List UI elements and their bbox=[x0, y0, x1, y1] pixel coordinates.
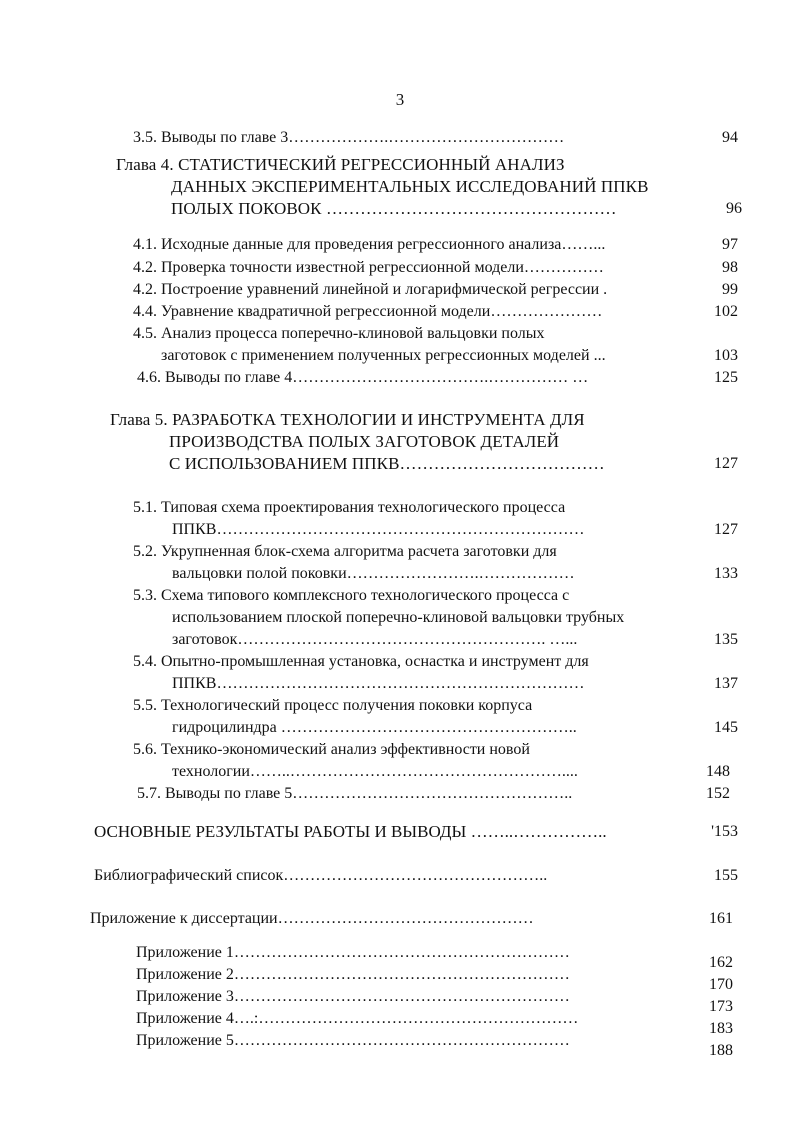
toc-entry-5-6-line: технологии……..…………………………………………….... bbox=[172, 763, 578, 780]
toc-entry-page: 148 bbox=[706, 763, 730, 780]
toc-entry-appendix-5 bbox=[136, 1030, 570, 1052]
toc-entry-label: 4.2. Проверка точности известной регрессионной модели…………… bbox=[133, 259, 604, 276]
toc-entry-label: 4.4. Уравнение квадратичной регрессионной модели………………… bbox=[133, 303, 603, 320]
toc-entry-appendix bbox=[90, 908, 534, 930]
toc-entry-label: 3.5. Выводы по главе 3……………….…………………………… bbox=[133, 129, 565, 146]
toc-entry-page: 161 bbox=[709, 910, 733, 927]
toc-entry-appendix-3 bbox=[136, 986, 570, 1008]
toc-entry-label: 4.2. Построение уравнений линейной и логарифмической регрессии . bbox=[133, 281, 608, 298]
toc-entry-4-6 bbox=[137, 367, 588, 389]
toc-entry-5-3-line: 5.3. Схема типового комплексного технологического процесса с bbox=[133, 587, 570, 604]
toc-entry-4-2a bbox=[133, 257, 604, 279]
toc-entry-label: Приложение 1……………………………………………………… bbox=[136, 944, 570, 961]
toc-entry-5-4-line: 5.4. Опытно-промышленная установка, оснастка и инструмент для bbox=[133, 653, 589, 670]
toc-entry-page: 125 bbox=[714, 369, 738, 386]
toc-entry-page: 152 bbox=[706, 785, 730, 802]
toc-entry-label: Приложение 4….:…………………………………………………… bbox=[136, 1010, 579, 1027]
toc-entry-page: 103 bbox=[714, 347, 738, 364]
toc-entry-page: 183 bbox=[709, 1020, 733, 1037]
chapter-title-line: СТАТИСТИЧЕСКИЙ РЕГРЕССИОННЫЙ АНАЛИЗ bbox=[178, 155, 565, 174]
toc-entry-page: 145 bbox=[714, 719, 738, 736]
toc-entry-5-5-line: 5.5. Технологический процесс получения поковки корпуса bbox=[133, 697, 533, 714]
toc-entry-5-6-line: 5.6. Технико-экономический анализ эффективности новой bbox=[133, 741, 530, 758]
toc-entry-page: '153 bbox=[711, 823, 738, 840]
toc-entry-4-5-line: заготовок с применением полученных регрессионных моделей ... bbox=[161, 347, 606, 364]
toc-entry-label: 5.7. Выводы по главе 5…………………………………………….. bbox=[137, 785, 573, 802]
toc-entry-5-3-line: использованием плоской поперечно-клиновой вальцовки трубных bbox=[172, 609, 625, 626]
toc-entry-label: 4.1. Исходные данные для проведения регрессионного анализа……... bbox=[133, 236, 606, 253]
toc-entry-appendix-1 bbox=[136, 942, 570, 964]
toc-entry-page: 96 bbox=[726, 200, 742, 217]
toc-entry-4-4 bbox=[133, 301, 602, 323]
toc-entry-5-2-line: 5.2. Укрупненная блок-схема алгоритма расчета заготовки для bbox=[133, 543, 557, 560]
toc-entry-5-1-line: 5.1. Типовая схема проектирования технологического процесса bbox=[133, 499, 566, 516]
chapter-title-line: ПРОИЗВОДСТВА ПОЛЫХ ЗАГОТОВОК ДЕТАЛЕЙ bbox=[169, 432, 560, 451]
toc-entry-bibliography bbox=[94, 865, 547, 887]
toc-entry-page: 170 bbox=[709, 976, 733, 993]
toc-entry-page: 102 bbox=[714, 303, 738, 320]
toc-entry-appendix-2 bbox=[136, 964, 570, 986]
toc-entry-page: 127 bbox=[714, 521, 738, 538]
toc-entry-5-1-line: ППКВ…………………………………………………………… bbox=[172, 521, 585, 538]
toc-entry-label: Приложение к диссертации………………………………………… bbox=[90, 910, 534, 927]
toc-entry-4-5-line: 4.5. Анализ процесса поперечно-клиновой вальцовки полых bbox=[133, 325, 545, 342]
chapter-prefix: Глава 4. bbox=[116, 155, 179, 174]
chapter-title-line: ДАННЫХ ЭКСПЕРИМЕНТАЛЬНЫХ ИССЛЕДОВАНИЙ ППКВ bbox=[171, 177, 649, 196]
toc-entry-page: 135 bbox=[714, 631, 738, 648]
chapter-prefix: Глава 5. bbox=[110, 410, 173, 429]
toc-entry-5-5-line: гидроцилиндра ……………………………………………….. bbox=[172, 719, 577, 736]
chapter-title-line: ПОЛЫХ ПОКОВОК …………………………………………… bbox=[171, 199, 617, 218]
toc-entry-label: 4.6. Выводы по главе 4……………………………….…………… … bbox=[137, 369, 589, 386]
toc-entry-page: 133 bbox=[714, 565, 738, 582]
toc-entry-4-1 bbox=[133, 234, 605, 256]
toc-entry-label: ОСНОВНЫЕ РЕЗУЛЬТАТЫ РАБОТЫ И ВЫВОДЫ ……..…………….. bbox=[94, 822, 607, 841]
toc-entry-page: 173 bbox=[709, 998, 733, 1015]
toc-entry-page: 127 bbox=[714, 455, 738, 472]
toc-entry-5-4-line: ППКВ…………………………………………………………… bbox=[172, 675, 585, 692]
toc-entry-page: 188 bbox=[709, 1042, 733, 1059]
toc-entry-label: Приложение 2……………………………………………………… bbox=[136, 966, 570, 983]
toc-entry-page: 162 bbox=[709, 954, 733, 971]
chapter-5-heading bbox=[110, 409, 585, 431]
chapter-title-line: РАЗРАБОТКА ТЕХНОЛОГИИ И ИНСТРУМЕНТА ДЛЯ bbox=[172, 410, 585, 429]
toc-entry-page: 137 bbox=[714, 675, 738, 692]
toc-entry-5-3-line: заготовок…………………………………………………. …... bbox=[172, 631, 578, 648]
toc-entry-conclusions bbox=[94, 821, 607, 843]
toc-entry-5-2-line: вальцовки полой поковки…………………….……………… bbox=[172, 565, 575, 582]
page-number: 3 bbox=[395, 90, 405, 109]
toc-entry-page: 99 bbox=[722, 281, 738, 298]
toc-entry-page: 98 bbox=[722, 259, 738, 276]
toc-entry-3-5 bbox=[133, 127, 564, 149]
chapter-4-heading bbox=[116, 154, 565, 176]
toc-entry-page: 155 bbox=[714, 867, 738, 884]
toc-entry-4-2b bbox=[133, 279, 607, 301]
toc-entry-appendix-4 bbox=[136, 1008, 578, 1030]
toc-entry-label: Библиографический список………………………………………….. bbox=[94, 867, 548, 884]
toc-entry-label: Приложение 5……………………………………………………… bbox=[136, 1032, 570, 1049]
chapter-title-line: С ИСПОЛЬЗОВАНИЕМ ППКВ……………………………… bbox=[169, 454, 605, 473]
toc-entry-page: 97 bbox=[722, 236, 738, 253]
toc-entry-5-7 bbox=[137, 783, 572, 805]
toc-entry-label: Приложение 3……………………………………………………… bbox=[136, 988, 570, 1005]
toc-entry-page: 94 bbox=[722, 129, 738, 146]
